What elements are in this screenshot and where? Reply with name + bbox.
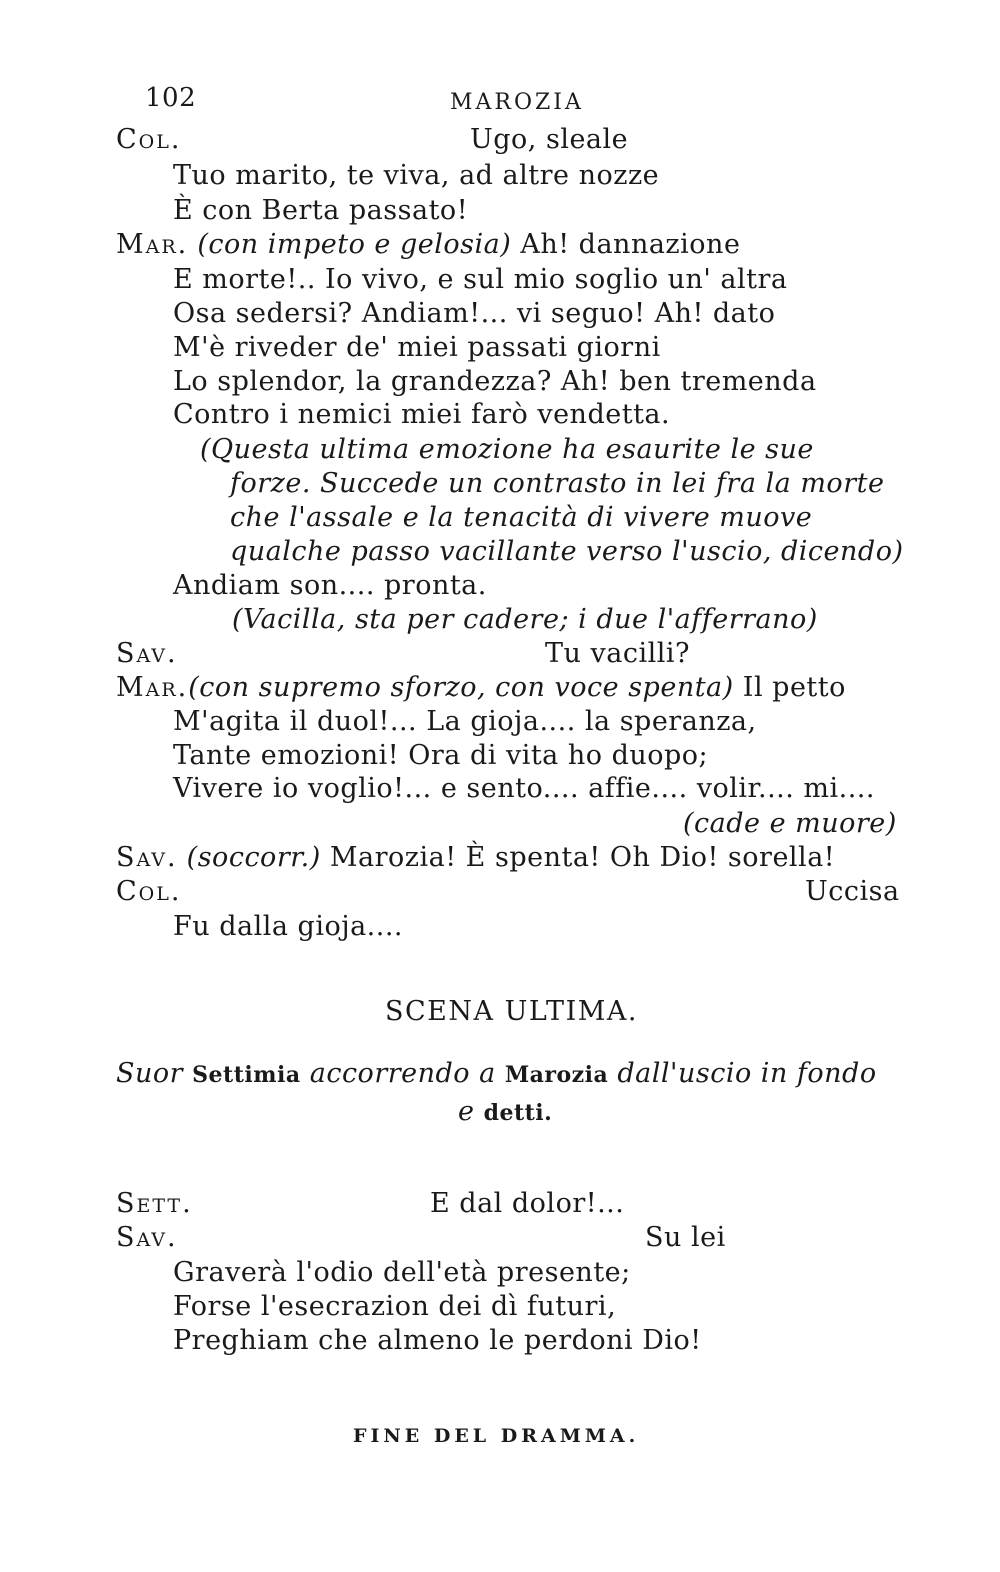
verse-line: Andiam son.... pronta.: [173, 570, 487, 601]
stage-direction: (cade e muore): [683, 808, 897, 839]
verse-line: M'agita il duol!... La gioja.... la speranza,: [173, 706, 757, 737]
speaker-mar: Mar.: [116, 672, 189, 703]
verse-line: Tuo marito, te viva, ad altre nozze: [173, 160, 660, 191]
verse-line: Preghiam che almeno le perdoni Dio!: [173, 1325, 702, 1356]
stage-direction: che l'assale e la tenacità di vivere muove: [230, 502, 813, 533]
scene-title: SCENA ULTIMA.: [385, 996, 638, 1027]
scene-direction-text: Suor: [116, 1058, 184, 1089]
verse-line: Fu dalla gioja....: [173, 911, 404, 942]
verse-line: È con Berta passato!: [173, 195, 469, 226]
verse-line: E dal dolor!...: [430, 1188, 625, 1219]
stage-direction: (soccorr.): [186, 842, 321, 873]
verse-line: Tu vacilli?: [545, 638, 690, 669]
verse-line: Lo splendor, la grandezza? Ah! ben tremenda: [173, 366, 817, 397]
stage-direction: (con supremo sforzo, con voce spenta): [188, 672, 734, 703]
running-title: MAROZIA: [450, 90, 584, 115]
stage-direction: (con impeto e gelosia): [197, 229, 512, 260]
speaker-sett: Sett.: [116, 1188, 193, 1219]
verse-line: Su lei: [645, 1222, 726, 1253]
stage-direction: (Questa ultima emozione ha esaurite le sue: [200, 434, 814, 465]
speaker-col: Col.: [116, 124, 182, 155]
scene-description: [458, 1096, 552, 1129]
stage-direction: forze. Succede un contrasto in lei fra la morte: [230, 468, 885, 499]
verse-line: Tante emozioni! Ora di vita ho duopo;: [173, 740, 709, 771]
speech-line: [116, 229, 740, 261]
speaker-sav: Sav.: [116, 1222, 178, 1253]
scene-direction-text: e: [458, 1096, 475, 1127]
page-number: 102: [145, 83, 197, 113]
verse-line: E morte!.. Io vivo, e sul mio soglio un' altra: [173, 264, 788, 295]
verse-line: Forse l'esecrazion dei dì futuri,: [173, 1291, 617, 1322]
verse-line: Osa sedersi? Andiam!... vi seguo! Ah! dato: [173, 298, 776, 329]
speech-line: [116, 672, 846, 704]
speaker-mar: Mar.: [116, 229, 189, 260]
stage-direction: (Vacilla, sta per cadere; i due l'afferrano): [232, 604, 818, 635]
verse-text: Marozia! È spenta! Oh Dio! sorella!: [329, 842, 836, 873]
stage-direction: qualche passo vacillante verso l'uscio, dicendo): [230, 536, 904, 567]
verse-line: Contro i nemici miei farò vendetta.: [173, 399, 671, 430]
speaker-sav: Sav.: [116, 638, 178, 669]
verse-line: Vivere io voglio!... e sento.... affie.... volir.... mi....: [173, 773, 875, 804]
character-name: detti.: [483, 1100, 553, 1126]
character-name: Settimia: [192, 1062, 301, 1088]
scene-direction-text: accorrendo a: [309, 1058, 496, 1089]
speaker-sav: Sav.: [116, 842, 178, 873]
character-name: Marozia: [504, 1062, 609, 1088]
verse-text: Ah! dannazione: [520, 229, 741, 260]
verse-text: Il petto: [742, 672, 846, 703]
verse-line: Uccisa: [805, 876, 900, 907]
speaker-col: Col.: [116, 876, 182, 907]
end-of-drama: FINE DEL DRAMMA.: [353, 1425, 640, 1447]
verse-line: Graverà l'odio dell'età presente;: [173, 1257, 631, 1288]
scene-direction-text: dall'uscio in fondo: [617, 1058, 877, 1089]
verse-line: Ugo, sleale: [470, 124, 629, 155]
speech-line: [116, 842, 835, 874]
scene-description: [116, 1058, 877, 1091]
verse-line: M'è riveder de' miei passati giorni: [173, 332, 661, 363]
